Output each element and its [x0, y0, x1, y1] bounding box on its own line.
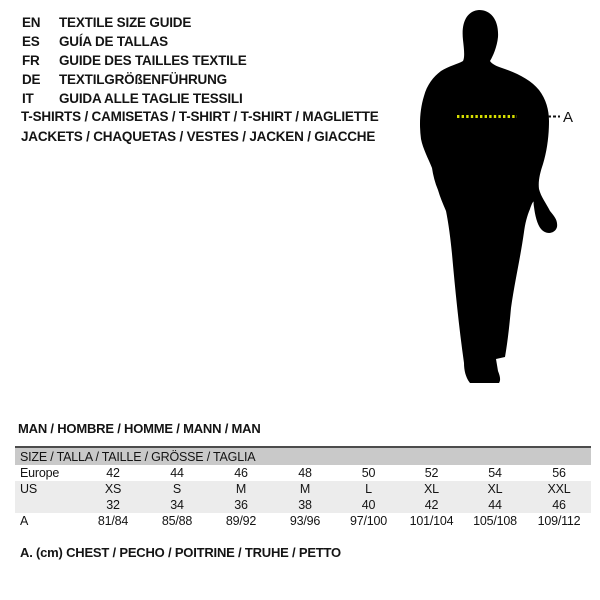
language-code: FR	[22, 53, 40, 68]
size-cell: 50	[361, 466, 376, 480]
man-silhouette	[420, 10, 557, 383]
size-cell: 42	[424, 498, 439, 512]
size-cell: M	[299, 482, 311, 496]
language-row	[22, 70, 247, 89]
language-row	[22, 89, 247, 108]
size-cell: 46	[552, 498, 566, 512]
row-label	[15, 497, 81, 513]
size-table	[15, 446, 591, 529]
language-title: GUIDE DES TAILLES TEXTILE	[59, 53, 247, 68]
size-cell: XL	[487, 482, 503, 496]
row-label: US	[20, 482, 37, 496]
language-title: TEXTILGRÖßENFÜHRUNG	[59, 72, 227, 87]
man-figure	[405, 5, 595, 390]
size-cell: XXL	[547, 482, 571, 496]
language-row	[22, 51, 247, 70]
size-cell: S	[172, 482, 182, 496]
table-row-europe	[15, 465, 591, 481]
category-line-jackets: JACKETS / CHAQUETAS / VESTES / JACKEN / GIACCHE	[21, 129, 376, 144]
size-cell: 54	[488, 466, 502, 480]
size-cell: M	[235, 482, 247, 496]
size-cell: 81/84	[97, 514, 129, 528]
size-cell: 44	[170, 466, 184, 480]
language-title: GUIDA ALLE TAGLIE TESSILI	[59, 91, 243, 106]
size-cell: 46	[234, 466, 248, 480]
table-row-chest-cm	[15, 513, 591, 529]
size-cell: 32	[106, 498, 120, 512]
size-cell: 109/112	[537, 514, 581, 528]
category-line-tshirts: T-SHIRTS / CAMISETAS / T-SHIRT / T-SHIRT / MAGLIETTE	[21, 109, 379, 124]
size-cell: 56	[552, 466, 566, 480]
size-cell: 38	[298, 498, 312, 512]
size-cell: 40	[361, 498, 376, 512]
size-cell: 42	[106, 466, 120, 480]
language-code: EN	[22, 15, 41, 30]
size-cell: 89/92	[225, 514, 257, 528]
size-cell: L	[365, 482, 372, 496]
size-cell: XL	[424, 482, 439, 496]
man-silhouette-svg	[405, 5, 595, 390]
table-row-us	[15, 481, 591, 497]
size-cell: 97/100	[349, 514, 388, 528]
size-cell: 85/88	[161, 514, 193, 528]
language-title: GUÍA DE TALLAS	[59, 34, 168, 49]
size-cell: 105/108	[473, 514, 517, 528]
row-label: Europe	[20, 466, 60, 480]
language-code: DE	[22, 72, 41, 87]
size-cell: 48	[298, 466, 312, 480]
section-title: MAN / HOMBRE / HOMME / MANN / MAN	[18, 421, 261, 436]
table-row-us-numeric	[15, 497, 591, 513]
size-cell: 44	[488, 498, 502, 512]
size-cell: 34	[170, 498, 184, 512]
language-title: TEXTILE SIZE GUIDE	[59, 15, 192, 30]
measure-label: A	[563, 109, 574, 126]
language-row	[22, 13, 247, 32]
table-header-row	[15, 447, 591, 465]
language-list	[22, 13, 247, 108]
category-lines	[21, 107, 379, 147]
size-cell: 36	[234, 498, 248, 512]
language-code: IT	[22, 91, 34, 106]
language-row	[22, 32, 247, 51]
size-cell: XS	[104, 482, 122, 496]
row-label: A	[20, 514, 29, 528]
footnote: A. (cm) CHEST / PECHO / POITRINE / TRUHE / PETTO	[20, 545, 341, 560]
size-table-header: SIZE / TALLA / TAILLE / GRÖSSE / TAGLIA	[15, 447, 591, 465]
size-cell: 101/104	[409, 514, 454, 528]
language-code: ES	[22, 34, 40, 49]
size-cell: 52	[424, 466, 439, 480]
size-cell: 93/96	[289, 514, 321, 528]
